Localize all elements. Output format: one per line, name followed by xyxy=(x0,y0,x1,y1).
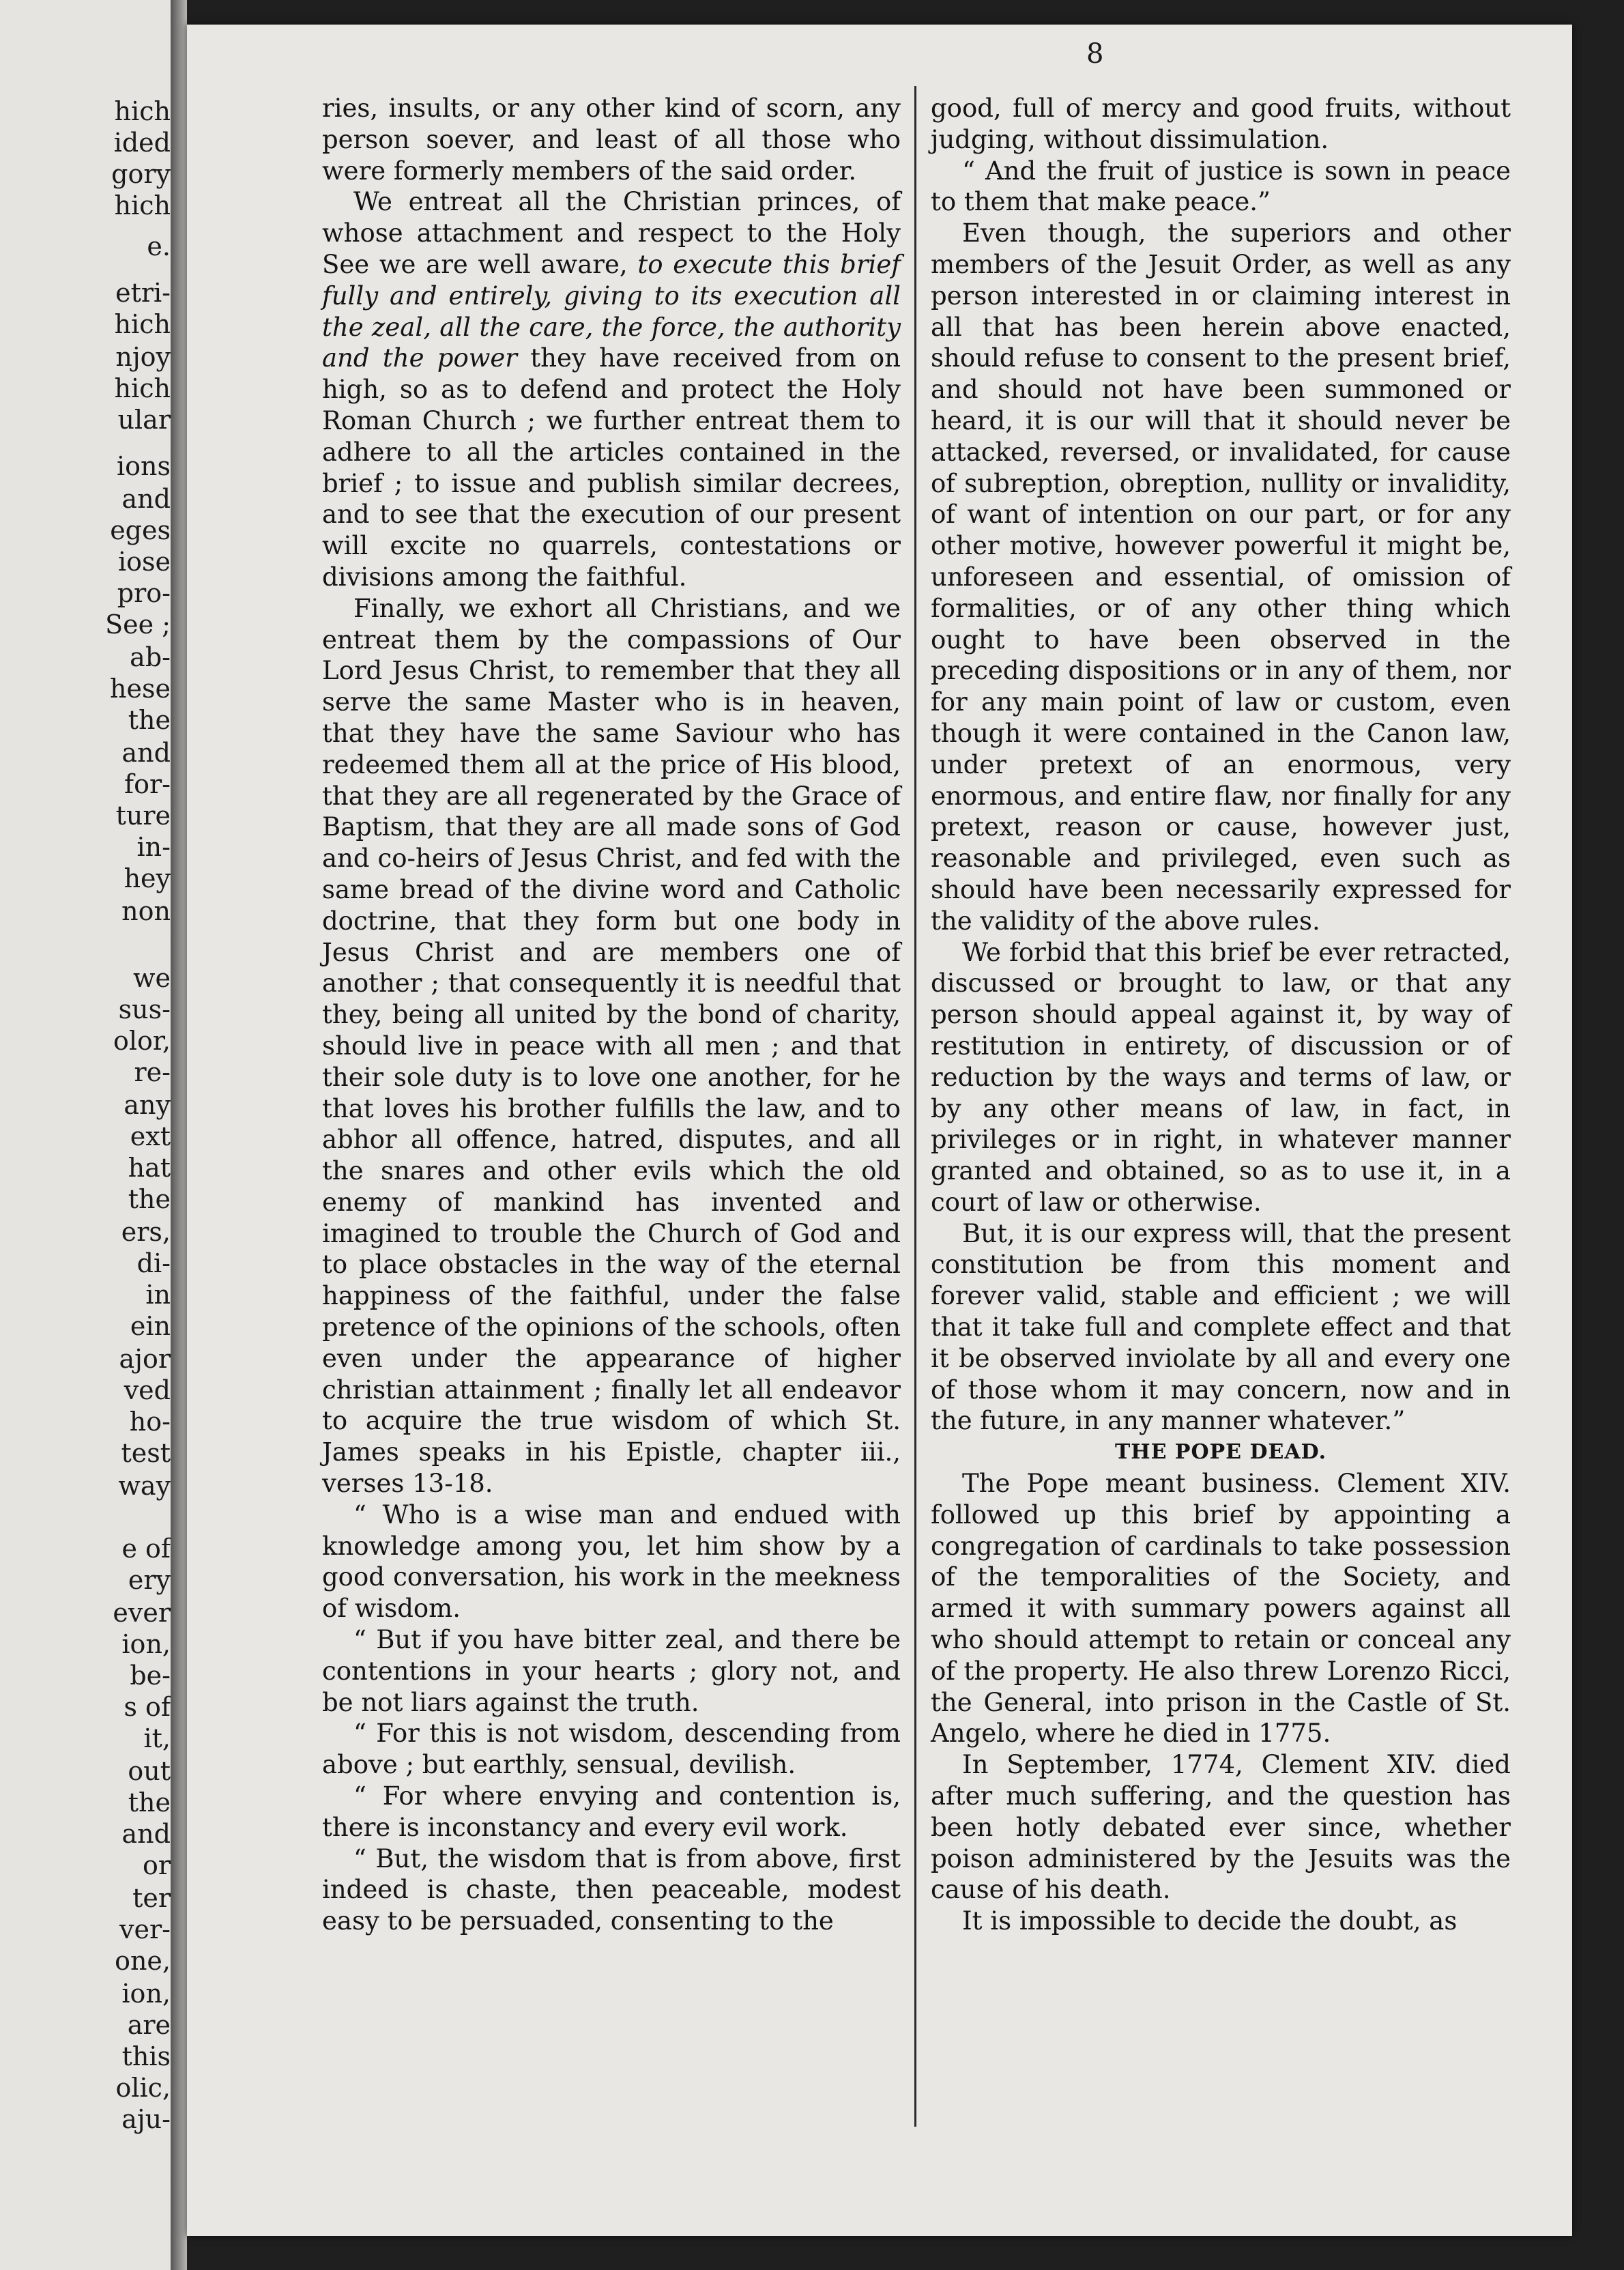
paragraph: It is impossible to decide the doubt, as xyxy=(962,1906,1458,1936)
margin-fragment: way xyxy=(118,1471,171,1501)
paragraph: good, full of mercy and good fruits, without judging, without dissimulation. xyxy=(931,94,1511,154)
margin-fragment: and xyxy=(121,738,171,768)
margin-fragment: aju- xyxy=(121,2104,171,2134)
paragraph: But, it is our express will, that the present constitution be from this moment and forever valid, stable and efficient ; we will that it take full and complete effect and that it be observed inviolate by all and every one of those whom it may concern, now and in the future, in any manner whatever.” xyxy=(931,1218,1511,1436)
margin-fragment: ever xyxy=(113,1598,171,1628)
margin-fragment: the xyxy=(128,1184,171,1214)
italic-emphasis: to execute this brief fully and entirely, giving to its execution all the zeal, all the care, the force, the authority and the power xyxy=(322,249,901,373)
margin-fragment: for- xyxy=(124,769,171,799)
paragraph: “ And the fruit of justice is sown in peace to them that make peace.” xyxy=(931,156,1511,217)
margin-fragment: any xyxy=(124,1090,171,1120)
margin-fragment: the xyxy=(128,1787,171,1818)
margin-fragment: pro- xyxy=(117,578,171,608)
margin-fragment: olor, xyxy=(113,1026,171,1056)
margin-fragment: eges xyxy=(110,515,171,545)
margin-fragment: ein xyxy=(130,1311,171,1341)
margin-fragment: ers, xyxy=(121,1217,171,1247)
margin-fragment: test xyxy=(121,1438,171,1468)
margin-fragment: are xyxy=(127,2010,171,2040)
margin-fragment: hich xyxy=(114,190,171,220)
margin-fragment: hich xyxy=(114,96,171,126)
paragraph: “ But, the wisdom that is from above, first indeed is chaste, then peaceable, modest easy to be persuaded, consenting to the xyxy=(322,1843,901,1936)
paragraph: Finally, we exhort all Christians, and we entreat them by the compassions of Our Lord Jesus Christ, to remember that they all serve the same Master who is in heaven, that they have the same Saviour who has redeemed them all at the price of His blood, that they are all regenerated by the Grace of Baptism, that they are all made sons of God and co-heirs of Jesus Christ, and fed with the same bread of the divine word and Catholic doctrine, that they form but one body in Jesus Christ and are members one of another ; that consequently it is needful that they, being all united by the bond of charity, should live in peace with all men ; and that their sole duty is to love one another, for he that loves his brother fulfills the law, and to abhor all offence, hatred, disputes, and all the snares and other evils which the old enemy of mankind has invented and imagined to trouble the Church of God and to place obstacles in the way of the eternal happiness of the faithful, under the false pretence of the opinions of the schools, often even under the appearance of higher christian attainment ; finally let all endeavor to acquire the true wisdom of which St. James speaks in his Epistle, chapter iii., verses 13-18. xyxy=(322,593,901,1499)
previous-page-strip xyxy=(0,0,171,2270)
margin-fragment: gory xyxy=(111,159,171,189)
margin-fragment: ab- xyxy=(130,642,171,672)
paragraph: “ Who is a wise man and endued with knowledge among you, let him show by a good conversation, his work in the meekness of wisdom. xyxy=(322,1499,901,1624)
margin-fragment: ery xyxy=(128,1565,171,1595)
paragraph: The Pope meant business. Clement XIV. followed up this brief by appointing a congregation of cardinals to take possession of the temporalities of the Society, and armed it with summary powers against all who should attempt to retain or conceal any of the property. He also threw Lorenzo Ricci, the General, into prison in the Castle of St. Angelo, where he died in 1775. xyxy=(931,1469,1511,1749)
paragraph: “ For where envying and contention is, there is inconstancy and every evil work. xyxy=(322,1781,901,1842)
margin-fragment: ajor xyxy=(119,1344,171,1374)
margin-fragment: ter xyxy=(132,1883,171,1913)
paragraph: “ For this is not wisdom, descending from above ; but earthly, sensual, devilish. xyxy=(322,1719,901,1780)
margin-fragment: See ; xyxy=(105,609,171,640)
gutter-shadow xyxy=(171,0,187,2270)
margin-fragment: ion, xyxy=(121,1979,171,2009)
paragraph: ries, insults, or any other kind of scorn, any person soever, and least of all those who were formerly members of the said order. xyxy=(322,94,901,186)
margin-fragment: ture xyxy=(115,801,171,831)
margin-fragment: ions xyxy=(116,451,171,481)
paragraph: In September, 1774, Clement XIV. died after much suffering, and the question has been hotly debated ever since, whether poison administered by the Jesuits was the cause of his death. xyxy=(931,1750,1511,1905)
margin-fragment: hich xyxy=(114,309,171,339)
column-divider xyxy=(914,86,916,2127)
margin-fragment: e. xyxy=(147,231,171,261)
margin-fragment: re- xyxy=(134,1057,171,1087)
margin-fragment: ided xyxy=(113,128,171,158)
margin-fragment: be- xyxy=(130,1661,171,1691)
margin-fragment: and xyxy=(121,484,171,514)
paragraph-text: they have received from on high, so as to defend and protect the Holy Roman Church ; we further entreat them to adhere to all the articles contained in the brief ; to issue and publish similar decrees, and to see that the execution of our present will excite no quarrels, contestations or divisions among the faithful. xyxy=(322,343,901,592)
margin-fragment: ext xyxy=(130,1121,171,1151)
margin-fragment: in- xyxy=(136,832,171,862)
margin-fragment: hich xyxy=(114,373,171,403)
margin-fragment: or xyxy=(142,1850,171,1880)
paragraph-text: We entreat all the Christian princes, of whose attachment and respect to the Holy See we are well aware, xyxy=(322,187,901,279)
margin-fragment: e of xyxy=(121,1534,171,1564)
margin-fragment: njoy xyxy=(115,342,171,372)
margin-fragment: hat xyxy=(128,1153,171,1183)
document-page xyxy=(187,25,1572,2236)
margin-fragment: out xyxy=(128,1756,171,1786)
margin-fragment: non xyxy=(121,896,171,926)
margin-fragment: hese xyxy=(110,674,171,704)
paragraph: Even though, the superiors and other members of the Jesuit Order, as well as any person interested in or claiming interest in all that has been herein above enacted, should refuse to consent to the present brief, and should not have been summoned or heard, it is our will that it should never be attacked, reversed, or invalidated, for cause of subreption, obreption, nullity or invalidity, of want of intention on our part, or for any other motive, however powerful it might be, unforeseen and essential, of omission of formalities, or of any other thing which ought to have been observed in the preceding dispositions or in any of them, nor for any main point of law or custom, even though it were contained in the Canon law, under pretext of an enormous, very enormous, and entire flaw, nor finally for any pretext, reason or cause, however just, reasonable and privileged, even such as should have been necessarily expressed for the validity of the above rules. xyxy=(931,218,1511,936)
paragraph: “ But if you have bitter zeal, and there be contentions in your hearts ; glory not, and be not liars against the truth. xyxy=(322,1625,901,1717)
margin-fragment: ho- xyxy=(129,1407,171,1437)
margin-fragment: ved xyxy=(124,1375,171,1405)
margin-fragment: and xyxy=(121,1819,171,1849)
margin-fragment: in xyxy=(145,1280,171,1310)
margin-fragment: etri- xyxy=(115,278,171,308)
margin-fragment: olic, xyxy=(115,2073,171,2103)
paragraph: We forbid that this brief be ever retracted, discussed or brought to law, or that any person should appeal against it, by way of restitution in entirety, of discussion or of reduction by the ways and terms of law, or by any other means of law, in fact, in privileges or in right, in whatever manner granted and obtained, so as to use it, in a court of law or otherwise. xyxy=(931,937,1511,1217)
page-number: 8 xyxy=(1086,38,1104,70)
margin-fragment: ular xyxy=(117,405,171,435)
margin-fragment: iose xyxy=(117,547,171,577)
margin-fragment: the xyxy=(128,705,171,735)
margin-fragment: hey xyxy=(124,863,171,893)
left-text-column xyxy=(322,93,901,1937)
margin-fragment: di- xyxy=(136,1248,171,1278)
margin-fragment: ver- xyxy=(119,1914,171,1944)
margin-fragment: it, xyxy=(143,1723,171,1753)
margin-fragment: this xyxy=(121,2041,171,2071)
margin-fragment: we xyxy=(132,963,171,993)
paragraph xyxy=(322,186,901,592)
right-text-column xyxy=(931,93,1511,1937)
section-heading: THE POPE DEAD. xyxy=(1114,1440,1327,1465)
margin-fragment: ion, xyxy=(121,1629,171,1659)
margin-fragment: one, xyxy=(115,1946,171,1976)
margin-fragment: sus- xyxy=(118,994,171,1024)
margin-fragment: s of xyxy=(124,1692,171,1722)
